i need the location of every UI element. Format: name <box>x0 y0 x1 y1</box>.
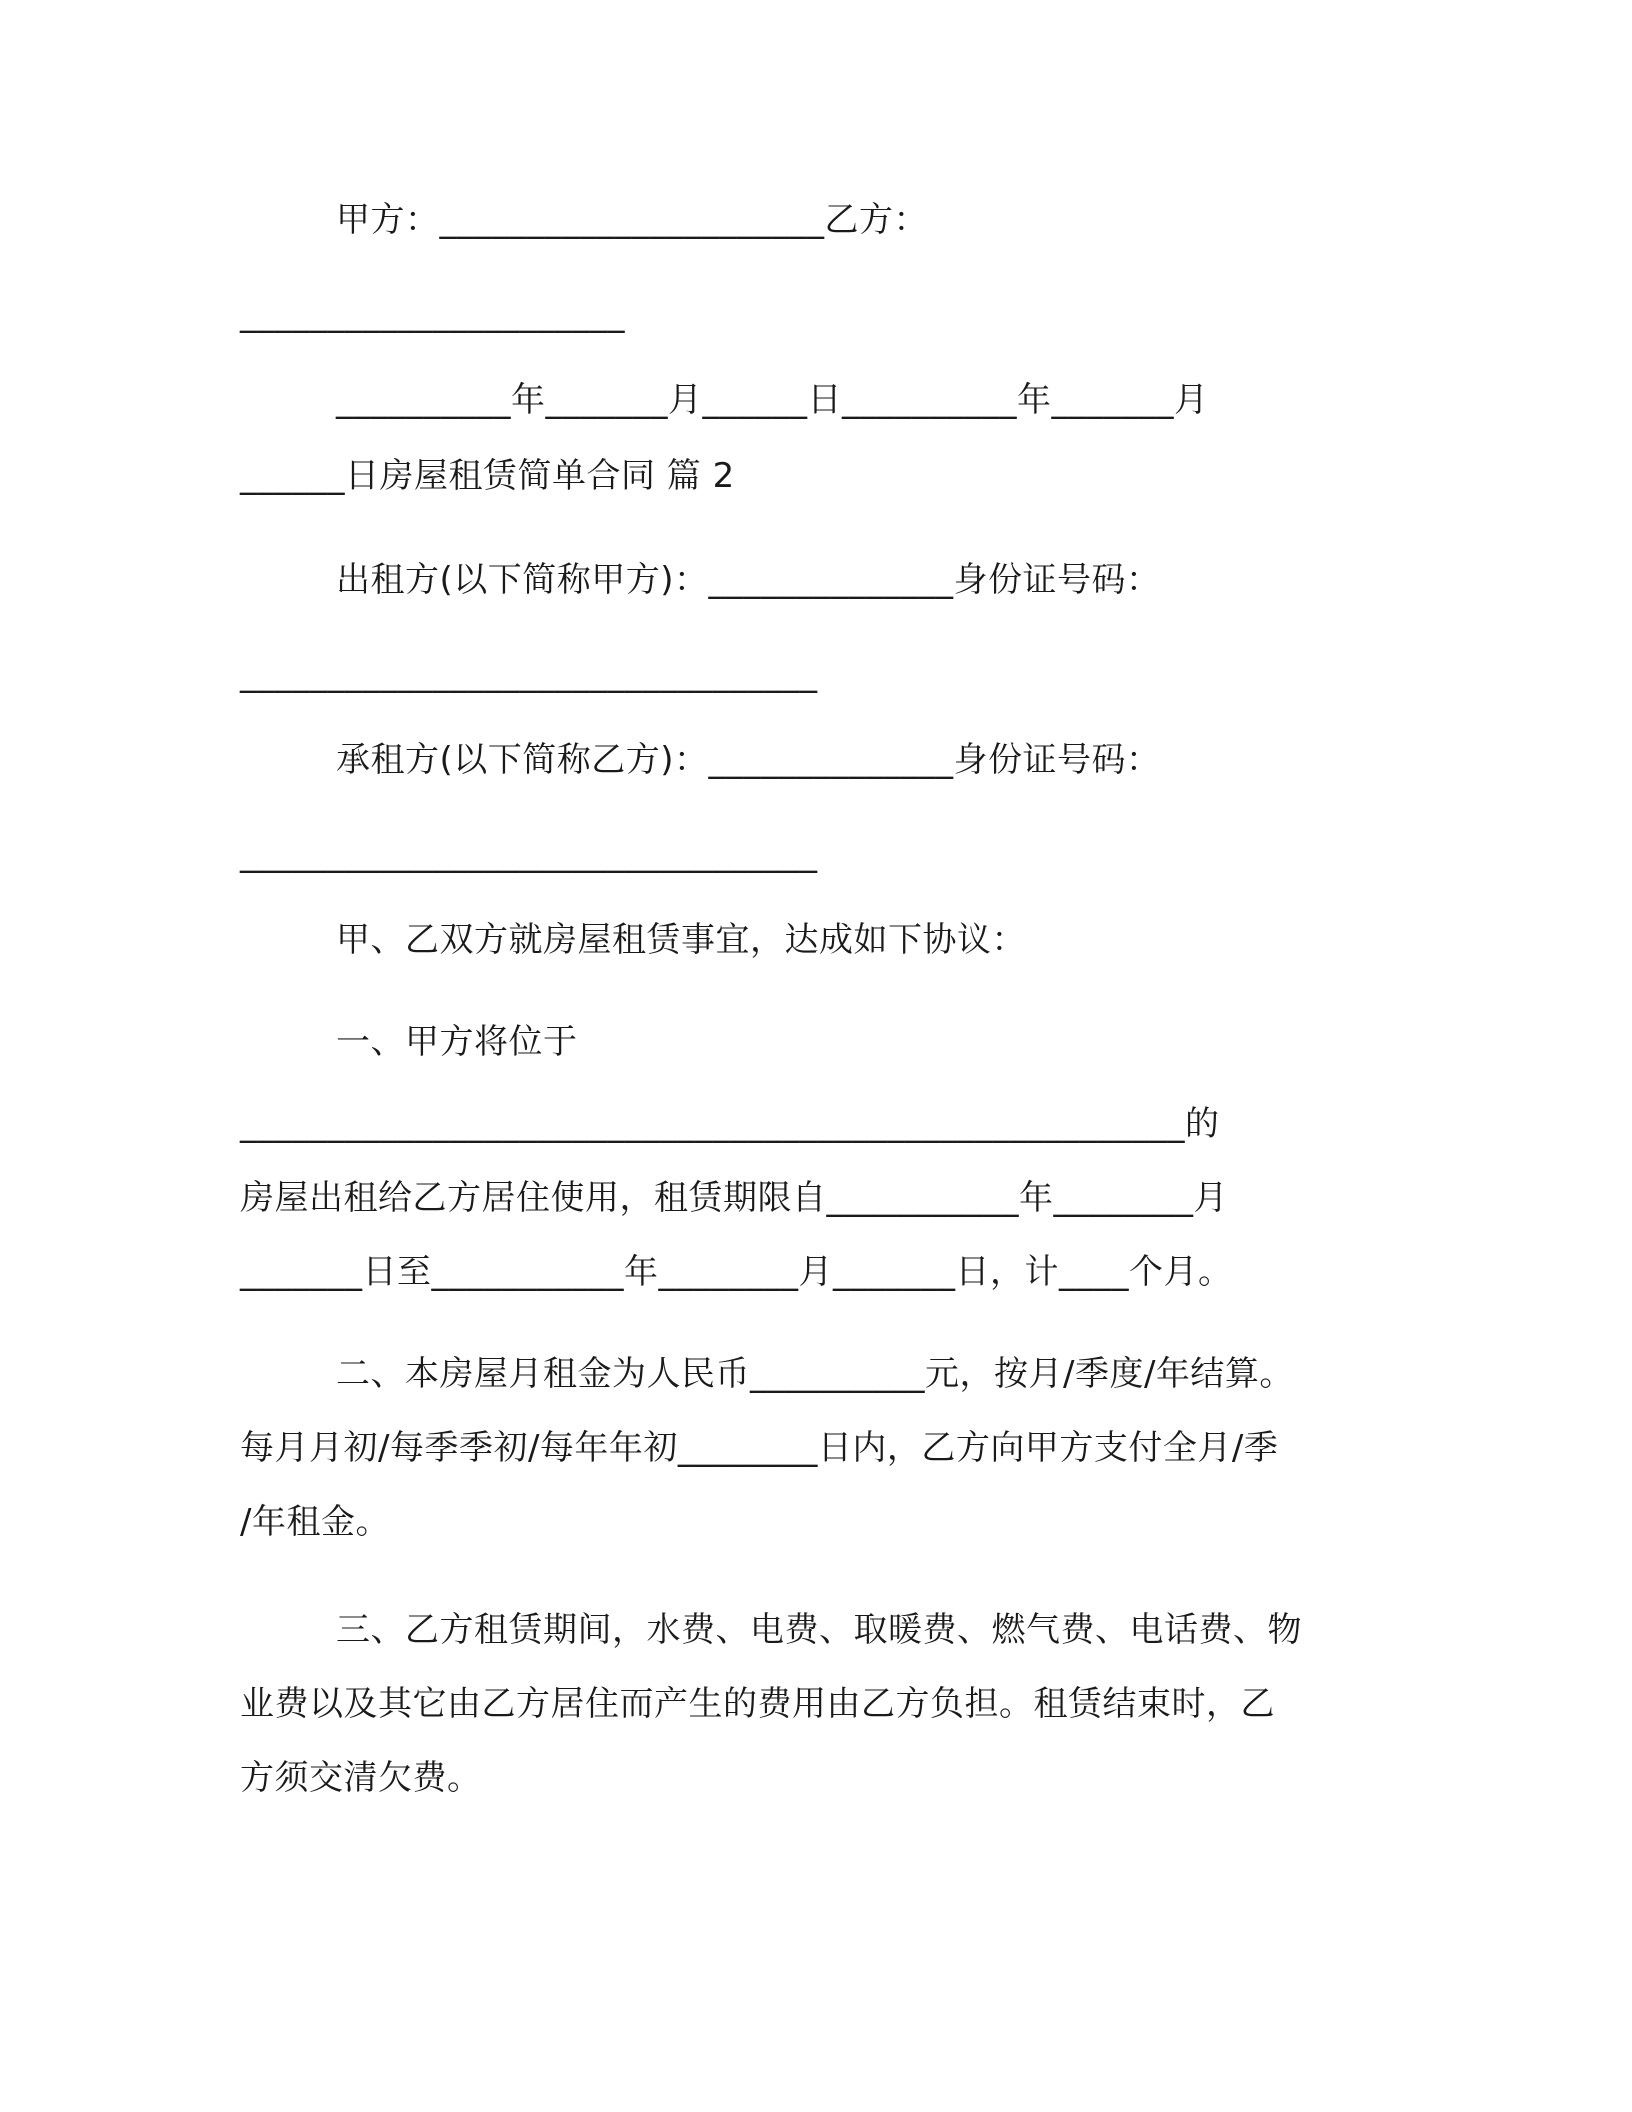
clause-1-term-line: 房屋出租给乙方居住使用，租赁期限自___________年________月 <box>240 1178 1228 1218</box>
clause-2-line-1: 二、本房屋月租金为人民币__________元，按月/季度/年结算。 <box>336 1354 1294 1394</box>
party-b-blank-line: ______________________ <box>240 294 625 334</box>
clause-1-period-line: _______日至___________年________月_______日，计____个月。 <box>240 1252 1233 1292</box>
lessee-id-blank-line: _________________________________ <box>240 834 818 874</box>
lessor-id-blank-line: _________________________________ <box>240 654 818 694</box>
clause-1-heading: 一、甲方将位于 <box>336 1022 578 1062</box>
lessor-line: 出租方(以下简称甲方)：______________身份证号码： <box>336 560 1161 600</box>
clause-1-address-line: ______________________________________________________的 <box>240 1104 1220 1144</box>
date-line: __________年_______月______日__________年_______月 <box>336 380 1209 420</box>
clause-2-line-2: 每月月初/每季季初/每年年初________日内，乙方向甲方支付全月/季 <box>240 1428 1279 1468</box>
agreement-intro: 甲、乙双方就房屋租赁事宜，达成如下协议： <box>336 920 1026 960</box>
party-signature-line: 甲方：______________________乙方： <box>336 200 928 240</box>
clause-2-line-3: /年租金。 <box>240 1502 390 1542</box>
contract-section-title: ______日房屋租赁简单合同 篇 2 <box>240 456 735 496</box>
clause-3-line-2: 业费以及其它由乙方居住而产生的费用由乙方负担。租赁结束时，乙 <box>240 1684 1275 1724</box>
clause-3-line-1: 三、乙方租赁期间，水费、电费、取暖费、燃气费、电话费、物 <box>336 1610 1302 1650</box>
clause-3-line-3: 方须交清欠费。 <box>240 1758 482 1798</box>
lessee-line: 承租方(以下简称乙方)：______________身份证号码： <box>336 740 1161 780</box>
